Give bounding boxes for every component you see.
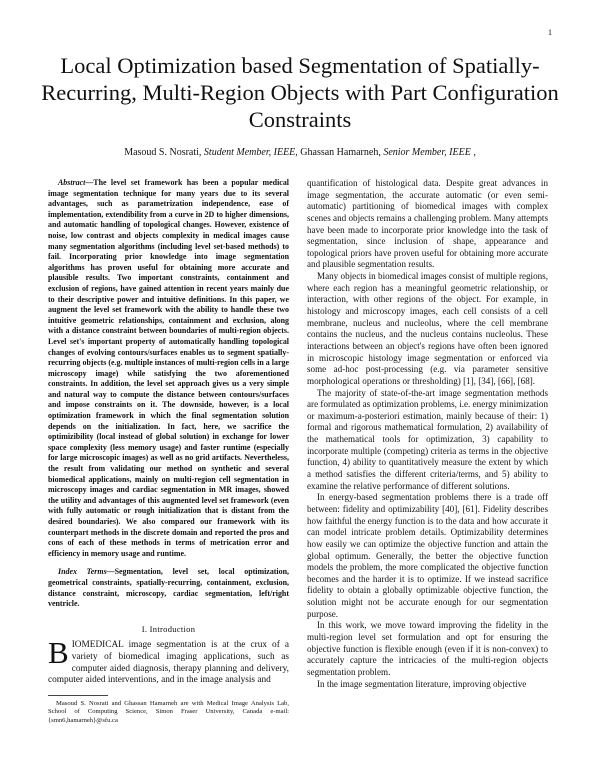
index-terms [48, 567, 289, 609]
section-heading-introduction: I. Introduction [141, 623, 196, 634]
index-terms-text: —Segmentation, level set, local optimization, geometrical constraints, spatially-recurring, containment, exclusion, distance constraint, microscopy, cardiac segmentation, left/right ventricle. [48, 567, 289, 609]
body-paragraph: Many objects in biomedical images consist of multiple regions, where each region has a meaningful geometric relationship, or interaction, with other regions of the object. For example, in histology and microscopy images, each cell consists of a cell membrane, nucleus and nucleolus, where the cell membrane contains the nucleus, and the nucleus contains nucleolus. These interactions between an object's regions have often been ignored in microscopic histology image segmentation or enforced via some ad-hoc post-processing (e.g. via parameter sensitive morphological operations or thresholding) [1], [34], [66], [68]. [307, 271, 548, 386]
body-paragraph: In energy-based segmentation problems there is a trade off between: fidelity and optimizability [40], [61]. Fidelity describes how faithful the energy function is to the data and how accurate it can model intricate problem details. Optimizability determines how easily we can optimize the objective function and attain the global optimum. Generally, the better the objective function models the problem, the more complicated the objective function becomes and the harder it is to optimize. If we instead sacrifice fidelity to obtain a globally optimizable objective function, the solution might not be accurate enough for our segmentation purpose. [307, 492, 548, 619]
intro-paragraph [48, 635, 289, 686]
index-terms-lead: Index Terms [58, 567, 107, 577]
page-number: 1 [548, 28, 552, 37]
body-paragraph: The majority of state-of-the-art image segmentation methods are formulated as optimization problems, i.e. energy minimization or maximum-a-posteriori estimation, mainly because of their: 1) formal and rigorous mathematical formulation, 2) availability of the mathematical tools for optimization, 3) capability to incorporate multiple (competing) criteria as terms in the objective function, 4) ability to quantitatively measure the extent by which a method satisfies the different criteria/terms, and 5) ability to examine the relative performance of different solutions. [307, 387, 548, 491]
author-1-name: Masoud S. Nosrati, [124, 147, 202, 158]
footnote-rule [48, 695, 108, 696]
author-affiliation-footnote: Masoud S. Nosrati and Ghassan Hamarneh are with Medical Image Analysis Lab, School of Computing Science, Simon Fraser University, Canada e-mail: {smn6,hamarneh}@sfu.ca [48, 699, 289, 724]
body-paragraph: In the image segmentation literature, improving objective [317, 678, 527, 689]
intro-dropcap: B [48, 635, 69, 671]
author-line [40, 147, 560, 158]
body-paragraph: quantification of histological data. Despite great advances in image segmentation, the accurate automatic (or even semi-automatic) partitioning of biomedical images with complex scenes and objects remains a challenging problem. Many attempts have been made to incorporate prior knowledge into the task of segmentation, since inclusion of shape, appearance and topological priors have proven useful for obtaining more accurate and plausible segmentation results. [307, 178, 548, 270]
abstract-lead: Abstract [58, 178, 86, 187]
author-2-role: Senior Member, IEEE [383, 147, 471, 158]
abstract [48, 178, 289, 559]
body-paragraph: In this work, we move toward improving the fidelity in the multi-region level set formulation and opt for ensuring the objective function is flexible enough (even if it is non-convex) to accurately capture the intricacies of the multi-region objects segmentation problem. [307, 620, 548, 677]
right-column [307, 178, 548, 690]
intro-text: IOMEDICAL image segmentation is at the crux of a variety of biomedical imaging applications, such as computer aided diagnosis, therapy planning and delivery, computer aided interventions, and in the image analysis and [48, 640, 289, 686]
author-2-name: Ghassan Hamarneh, [300, 147, 381, 158]
author-1-role: Student Member, IEEE, [203, 147, 298, 158]
paper-title: Local Optimization based Segmentation of Spatially-Recurring, Multi-Region Objects with Part Configuration Constraints [41, 53, 559, 132]
abstract-text: —The level set framework has been a popular medical image segmentation technique for many years due to its several advantages, such as parametrization independence, ease of implementation, extendibility from a curve in 2D to higher dimensions, and automatic handling of topological changes. However, existence of noise, low contrast and objects complexity in medical images cause many segmentation algorithms (including level set-based methods) to fail. Incorporating prior knowledge into image segmentation algorithms has proven useful for obtaining more accurate and plausible results. Two important constraints, containment and exclusion of regions, have gained attention in recent years mainly due to their descriptive power and intuitive definitions. In this paper, we augment the level set framework with the ability to handle these two intuitive geometric relationships, containment and exclusion, along with a distance constraint between boundaries of multi-region objects. Level set's important property of automatically handling topological changes of evolving contours/surfaces enables us to segment spatially-recurring objects (e.g. multiple instances of multi-region cells in a large microscopy image) while satisfying the two aforementioned constraints. In addition, the level set approach gives us a very simple and natural way to compute the distance between contours/surfaces and impose constraints on it. The downside, however, is a local optimization framework in which the final segmentation solution depends on the initialization. In fact, here, we sacrifice the optimizibility (local instead of global solution) in exchange for lower space complexity (less memory usage) and faster runtime (especially for large microscopic images) as well as no grid artifacts. Nevertheless, the result from validating our method on synthetic and several biomedical applications, mainly on multi-region cell segmentation in microscopy images and cardiac segmentation in MR images, showed the utility and advantages of this augmented level set framework (even with fully automatic or rough initialization that is distant from the desired boundaries). We also compared our framework with its counterpart methods in the discrete domain and reported the pros and cons of each of these methods in terms of metrication error and efficiency in memory usage and runtime. [48, 178, 289, 558]
author-line-trailing: , [473, 147, 476, 158]
left-column [48, 178, 289, 726]
